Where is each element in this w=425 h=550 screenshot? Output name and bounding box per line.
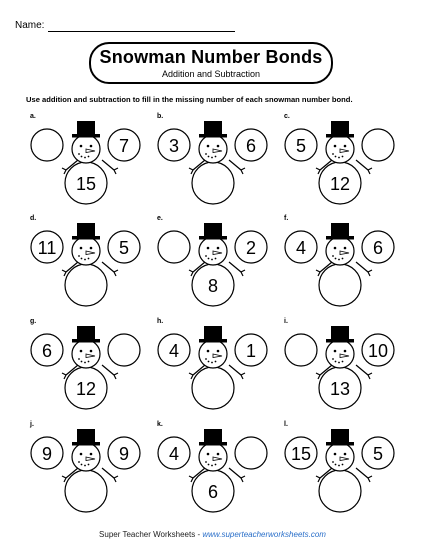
left-arm-twig (316, 373, 320, 375)
right-arm-twig (241, 478, 243, 482)
hat-top (331, 121, 349, 135)
left-number: 6 (41, 341, 53, 361)
right-number: 9 (118, 444, 130, 464)
problem-letter: f. (284, 215, 289, 222)
smile-dot (84, 157, 86, 159)
eye (207, 350, 210, 353)
eye (344, 247, 347, 250)
problem-letter: k. (157, 421, 163, 428)
right-number: 10 (367, 341, 389, 361)
smile-dot (335, 361, 337, 363)
right-arm (102, 365, 114, 375)
hat-brim (326, 236, 354, 240)
right-arm (356, 468, 368, 478)
problem-letter: j. (30, 421, 34, 428)
bottom-number: 15 (75, 174, 97, 194)
smile-dot (332, 461, 334, 463)
right-arm-twig (114, 168, 118, 170)
smile-dot (208, 464, 210, 466)
right-arm-twig (241, 168, 245, 170)
smile-dot (215, 464, 217, 466)
hat-top (77, 121, 95, 135)
right-number-circle (108, 334, 140, 366)
hat-brim (72, 236, 100, 240)
left-arm-twig (64, 478, 66, 482)
right-arm-twig (114, 270, 118, 272)
hat-top (331, 223, 349, 237)
snowman-body (65, 470, 107, 512)
snowman-body (319, 470, 361, 512)
bottom-number: 13 (329, 379, 351, 399)
eye (80, 145, 83, 148)
left-number-circle (285, 334, 317, 366)
left-number: 4 (168, 341, 180, 361)
footer (0, 530, 425, 539)
problem-letter: a. (30, 113, 36, 120)
eye (80, 350, 83, 353)
right-arm (102, 468, 114, 478)
smile-dot (332, 358, 334, 360)
left-arm-twig (318, 170, 320, 174)
problem-letter: g. (30, 318, 37, 325)
eye (90, 453, 93, 456)
hat-top (77, 429, 95, 443)
eye (80, 247, 83, 250)
smile-dot (81, 464, 83, 466)
smile-dot (338, 259, 340, 261)
smile-dot (81, 258, 83, 260)
right-number: 6 (372, 238, 384, 258)
smile-dot (215, 258, 217, 260)
right-arm-twig (368, 478, 370, 482)
right-arm-twig (241, 272, 243, 276)
right-number: 5 (372, 444, 384, 464)
left-arm-twig (64, 272, 66, 276)
left-arm-twig (191, 272, 193, 276)
name-label: Name: (15, 20, 45, 31)
eye (207, 453, 210, 456)
page-subtitle: Addition and Subtraction (161, 69, 261, 79)
smile-dot (78, 255, 80, 257)
left-arm-twig (318, 375, 320, 379)
left-number: 4 (168, 444, 180, 464)
snowman-problem[interactable] (284, 421, 394, 512)
bottom-number: 6 (207, 482, 219, 502)
hat-brim (199, 236, 227, 240)
hat-top (204, 326, 222, 340)
left-arm-twig (62, 373, 66, 375)
right-number-circle (362, 129, 394, 161)
right-arm-twig (114, 478, 116, 482)
footer-brand: Super Teacher Worksheets (99, 530, 196, 539)
smile-dot (215, 361, 217, 363)
left-number: 9 (41, 444, 53, 464)
right-arm-twig (368, 272, 370, 276)
right-arm-twig (241, 170, 243, 174)
left-number: 5 (295, 136, 307, 156)
eye (90, 350, 93, 353)
eye (334, 453, 337, 456)
eye (334, 145, 337, 148)
right-number: 5 (118, 238, 130, 258)
bottom-number: 12 (75, 379, 97, 399)
right-arm (229, 365, 241, 375)
right-arm-twig (114, 476, 118, 478)
right-arm (356, 262, 368, 272)
snowman-problem[interactable] (284, 318, 394, 409)
left-number-circle (31, 129, 63, 161)
right-arm (229, 468, 241, 478)
problem-letter: i. (284, 318, 288, 325)
right-arm-twig (368, 170, 370, 174)
snowman-problem[interactable] (157, 113, 267, 204)
right-number: 6 (245, 136, 257, 156)
problem-letter: e. (157, 215, 163, 222)
snowman-problem[interactable] (29, 421, 140, 512)
bottom-number: 12 (329, 174, 351, 194)
right-number: 1 (245, 341, 257, 361)
problem-letter: c. (284, 113, 290, 120)
hat-brim (199, 134, 227, 138)
right-arm (229, 262, 241, 272)
snowman-problem[interactable] (284, 215, 394, 306)
smile-dot (335, 156, 337, 158)
hat-top (204, 121, 222, 135)
left-arm-twig (62, 476, 66, 478)
eye (344, 453, 347, 456)
right-arm (102, 262, 114, 272)
hat-top (331, 326, 349, 340)
right-number-circle (235, 437, 267, 469)
snowman-problem[interactable] (157, 215, 267, 306)
snowman-problem[interactable] (30, 318, 140, 409)
snowman-body (319, 264, 361, 306)
smile-dot (211, 465, 213, 467)
snowman-problem[interactable] (157, 421, 267, 512)
left-number-circle (158, 231, 190, 263)
footer-separator: - (195, 530, 203, 539)
right-number: 2 (245, 238, 257, 258)
hat-brim (326, 442, 354, 446)
problem-letter: b. (157, 113, 164, 120)
smile-dot (342, 361, 344, 363)
hat-top (204, 429, 222, 443)
smile-dot (81, 361, 83, 363)
right-arm-twig (368, 373, 372, 375)
hat-brim (199, 339, 227, 343)
hat-top (204, 223, 222, 237)
smile-dot (205, 358, 207, 360)
problem-letter: l. (284, 421, 288, 428)
footer-url[interactable]: www.superteacherworksheets.com (202, 530, 326, 539)
smile-dot (88, 361, 90, 363)
smile-dot (332, 153, 334, 155)
smile-dot (78, 461, 80, 463)
hat-brim (326, 339, 354, 343)
snowman-problem[interactable] (30, 113, 140, 204)
snowman-body (192, 162, 234, 204)
left-arm-twig (316, 270, 320, 272)
right-arm-twig (114, 373, 118, 375)
hat-top (77, 326, 95, 340)
left-number: 11 (37, 238, 57, 258)
eye (334, 247, 337, 250)
smile-dot (88, 156, 90, 158)
eye (90, 145, 93, 148)
left-arm-twig (318, 272, 320, 276)
right-arm (356, 365, 368, 375)
right-arm-twig (241, 270, 245, 272)
eye (217, 145, 220, 148)
left-arm-twig (64, 170, 66, 174)
smile-dot (342, 464, 344, 466)
smile-dot (84, 259, 86, 261)
right-arm (102, 160, 114, 170)
problem-letter: d. (30, 215, 37, 222)
smile-dot (205, 255, 207, 257)
left-number: 15 (290, 444, 312, 464)
left-arm-twig (191, 375, 193, 379)
eye (334, 350, 337, 353)
smile-dot (205, 461, 207, 463)
left-arm-twig (316, 476, 320, 478)
left-arm-twig (318, 478, 320, 482)
smile-dot (338, 465, 340, 467)
page-title: Snowman Number Bonds (99, 47, 323, 67)
snowman-problem[interactable] (157, 318, 267, 409)
smile-dot (88, 258, 90, 260)
smile-dot (335, 258, 337, 260)
right-arm-twig (114, 375, 116, 379)
eye (344, 145, 347, 148)
hat-top (77, 223, 95, 237)
smile-dot (338, 362, 340, 364)
left-arm-twig (189, 476, 193, 478)
snowman-body (192, 367, 234, 409)
snowman-problem[interactable] (284, 113, 394, 204)
smile-dot (81, 156, 83, 158)
right-arm-twig (241, 375, 243, 379)
smile-dot (208, 361, 210, 363)
smile-dot (208, 156, 210, 158)
left-arm-twig (64, 375, 66, 379)
problem-letter: h. (157, 318, 164, 325)
eye (217, 453, 220, 456)
smile-dot (215, 156, 217, 158)
snowman-problem[interactable] (30, 215, 140, 306)
hat-brim (72, 339, 100, 343)
left-arm-twig (62, 270, 66, 272)
smile-dot (84, 362, 86, 364)
right-arm-twig (241, 476, 245, 478)
hat-brim (72, 134, 100, 138)
right-arm (229, 160, 241, 170)
left-number: 4 (295, 238, 307, 258)
left-arm-twig (189, 270, 193, 272)
left-arm-twig (62, 168, 66, 170)
right-arm-twig (368, 168, 372, 170)
smile-dot (211, 259, 213, 261)
right-arm-twig (368, 270, 372, 272)
smile-dot (208, 258, 210, 260)
smile-dot (335, 464, 337, 466)
hat-brim (72, 442, 100, 446)
right-number: 7 (118, 136, 130, 156)
snowman-body (65, 264, 107, 306)
eye (207, 247, 210, 250)
smile-dot (84, 465, 86, 467)
smile-dot (332, 255, 334, 257)
smile-dot (88, 464, 90, 466)
smile-dot (342, 258, 344, 260)
smile-dot (211, 362, 213, 364)
left-arm-twig (189, 168, 193, 170)
instructions: Use addition and subtraction to fill in the missing number of each snowman number bond. (26, 95, 353, 104)
left-arm-twig (191, 478, 193, 482)
smile-dot (342, 156, 344, 158)
right-arm (356, 160, 368, 170)
bottom-number: 8 (207, 276, 219, 296)
eye (217, 247, 220, 250)
hat-brim (326, 134, 354, 138)
smile-dot (78, 358, 80, 360)
left-arm-twig (189, 373, 193, 375)
eye (207, 145, 210, 148)
eye (344, 350, 347, 353)
left-number: 3 (168, 136, 180, 156)
smile-dot (205, 153, 207, 155)
right-arm-twig (114, 272, 116, 276)
smile-dot (211, 157, 213, 159)
right-arm-twig (368, 375, 370, 379)
smile-dot (78, 153, 80, 155)
right-arm-twig (114, 170, 116, 174)
smile-dot (338, 157, 340, 159)
eye (80, 453, 83, 456)
left-arm-twig (316, 168, 320, 170)
eye (217, 350, 220, 353)
left-arm-twig (191, 170, 193, 174)
hat-top (331, 429, 349, 443)
right-arm-twig (368, 476, 372, 478)
eye (90, 247, 93, 250)
right-arm-twig (241, 373, 245, 375)
hat-brim (199, 442, 227, 446)
